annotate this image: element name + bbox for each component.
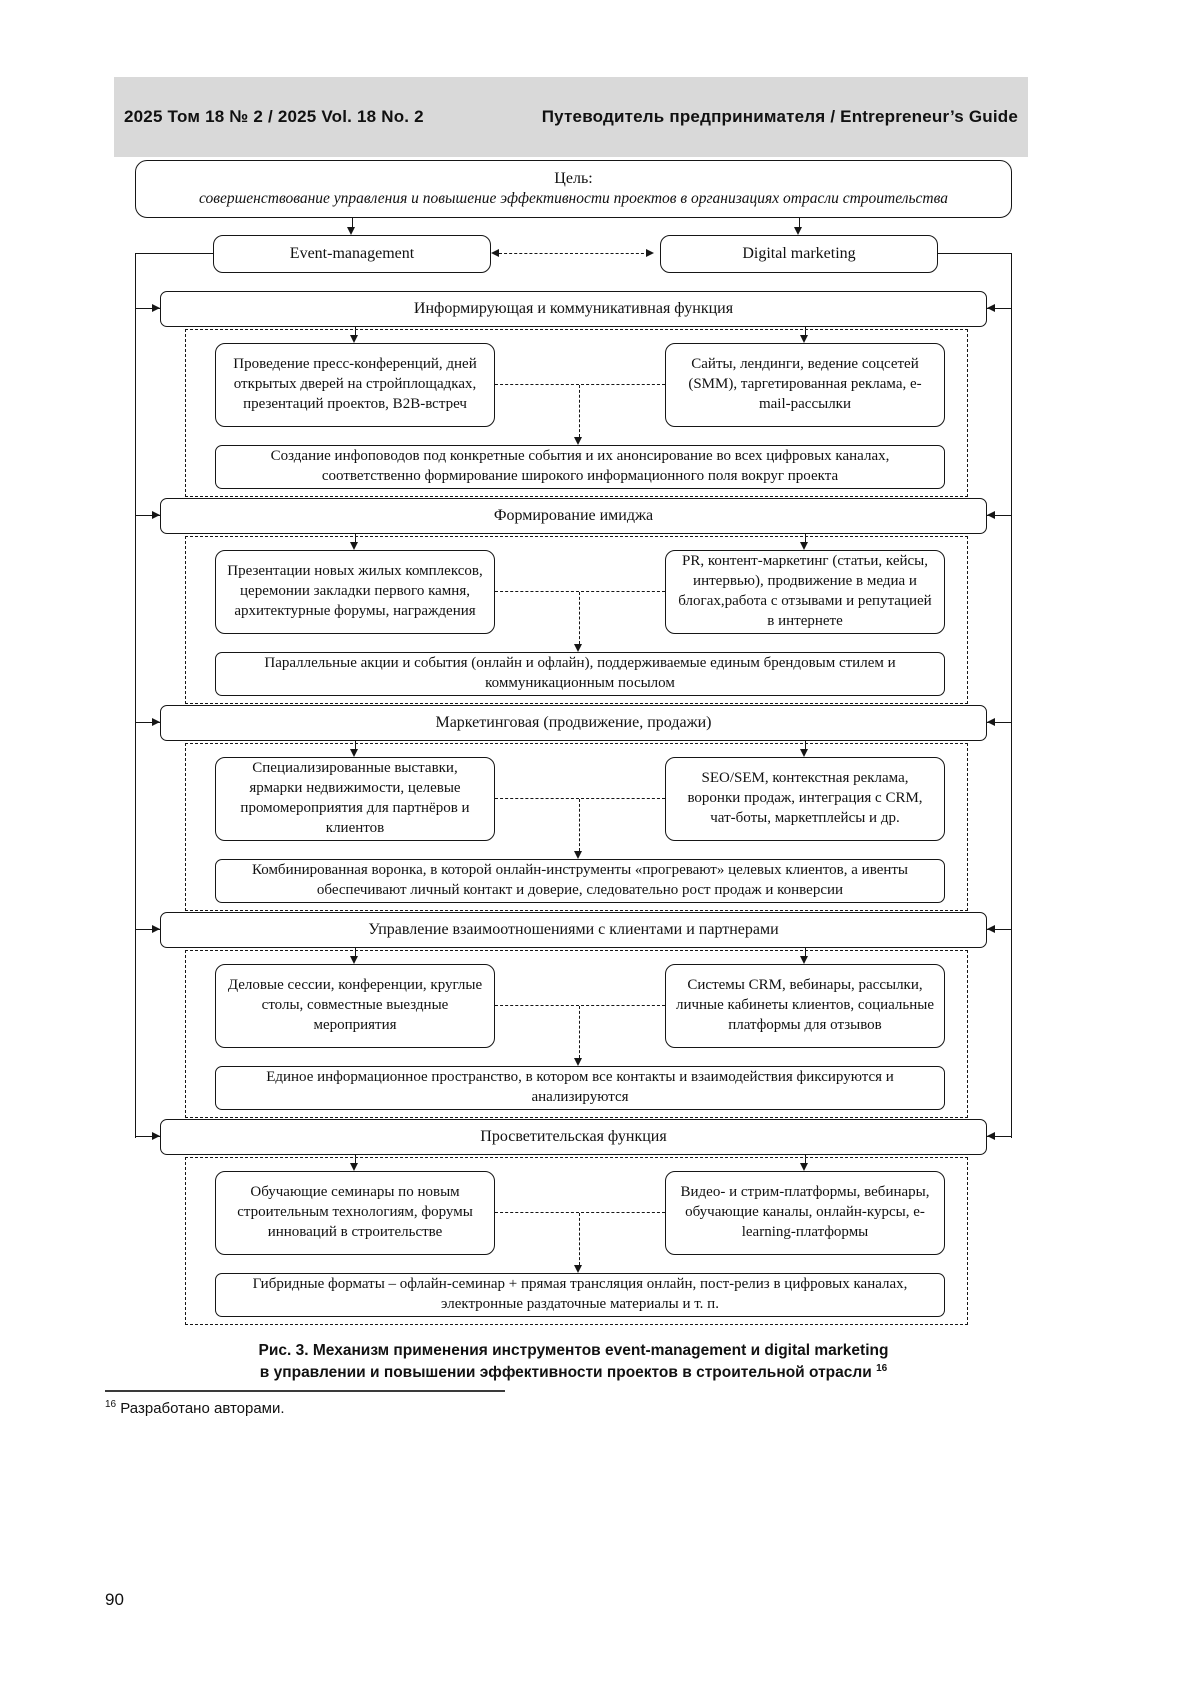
digital-tools-text: Сайты, лендинги, ведение соцсетей (SMM), таргетированная реклама, e-mail-рассылки (688, 356, 922, 412)
figure-caption (135, 1340, 1012, 1385)
digital-tools-box (665, 757, 945, 841)
left-rail (135, 253, 136, 1138)
boxes-dashed-link (495, 591, 665, 592)
figure-caption-line2 (135, 1362, 1012, 1384)
event-tools-box (215, 757, 495, 841)
branch-digital-marketing-box (660, 235, 938, 273)
rail-to-section-arrowhead-right (987, 718, 995, 726)
branches-connector-left-arrowhead (491, 249, 499, 257)
digital-tools-box (665, 964, 945, 1048)
section-title-box (160, 291, 987, 327)
page-header-band (114, 77, 1028, 157)
digital-tools-text: Видео- и стрим-платформы, вебинары, обучающие каналы, онлайн-курсы, e-learning-платформы (680, 1184, 930, 1240)
combined-result-box (215, 1273, 945, 1317)
section-informing (135, 291, 1012, 497)
branch-event-management-label: Event-management (289, 245, 415, 263)
rail-to-section-arrowhead-left (152, 718, 160, 726)
section-title: Формирование имиджа (493, 507, 654, 525)
title-to-left-box-arrowhead (350, 749, 358, 757)
branch-event-management-box (213, 235, 491, 273)
rail-to-section-arrowhead-right (987, 1132, 995, 1140)
link-to-result-arrowhead (574, 437, 582, 445)
footnote-ref: 16 (105, 1399, 117, 1410)
event-tools-text: Проведение пресс-конференций, дней открытых дверей на стройплощадках, презентаций проектов, B2B-встреч (233, 356, 477, 412)
footnote (105, 1400, 285, 1417)
function-sections (135, 291, 1012, 1326)
digital-tools-text: PR, контент-маркетинг (статьи, кейсы, интервью), продвижение в медиа и блогах,работа с отзывами и репутацией в интернете (678, 553, 932, 629)
figure-caption-line1: Рис. 3. Механизм применения инструментов event-management и digital marketing (258, 1342, 889, 1359)
title-to-left-box-arrowhead (350, 335, 358, 343)
title-to-left-box-arrowhead (350, 542, 358, 550)
section-title: Управление взаимоотношениями с клиентами и партнерами (368, 921, 779, 939)
rail-to-section-arrowhead-right (987, 304, 995, 312)
rail-to-section-arrowhead-left (152, 304, 160, 312)
goal-to-digital-arrowhead (794, 227, 802, 235)
combined-result-text: Комбинированная воронка, в которой онлайн-инструменты «прогревают» целевых клиентов, а ивенты обеспечивают личный контакт и доверие, следовательно рост продаж и конверсии (251, 862, 909, 898)
section-image-building (135, 498, 1012, 704)
title-to-right-box-arrowhead (800, 542, 808, 550)
rail-to-section-arrowhead-right (987, 511, 995, 519)
goal-box (135, 160, 1012, 218)
link-to-result-arrowhead (574, 1265, 582, 1273)
event-tools-box (215, 550, 495, 634)
digital-to-right-rail-line (938, 253, 1012, 254)
right-rail (1011, 253, 1012, 1138)
figure-diagram (135, 160, 1012, 1326)
title-to-right-box-arrowhead (800, 1163, 808, 1171)
digital-tools-box (665, 343, 945, 427)
section-title: Информирующая и коммуникативная функция (413, 300, 734, 318)
event-tools-text: Презентации новых жилых комплексов, церемонии закладки первого камня, архитектурные форумы, награждения (227, 563, 483, 619)
boxes-dashed-link (495, 384, 665, 385)
caption-footnote-ref: 16 (876, 1363, 888, 1375)
link-to-result-dashed-line (579, 385, 580, 437)
combined-result-box (215, 1066, 945, 1110)
combined-result-text: Гибридные форматы – офлайн-семинар + прямая трансляция онлайн, пост-релиз в цифровых каналах, электронные раздаточные материалы и т. п. (252, 1276, 908, 1312)
digital-tools-text: Системы CRM, вебинары, рассылки, личные кабинеты клиентов, социальные платформы для отзывов (675, 977, 935, 1033)
section-title-box (160, 705, 987, 741)
combined-result-box (215, 445, 945, 489)
event-tools-box (215, 964, 495, 1048)
footnote-rule (105, 1390, 505, 1392)
link-to-result-dashed-line (579, 592, 580, 644)
branches-connector-right-arrowhead (646, 249, 654, 257)
title-to-right-box-arrowhead (800, 749, 808, 757)
section-educational (135, 1119, 1012, 1325)
section-title-box (160, 498, 987, 534)
section-title: Маркетинговая (продвижение, продажи) (435, 714, 712, 732)
digital-tools-box (665, 1171, 945, 1255)
branch-digital-marketing-label: Digital marketing (742, 245, 856, 263)
combined-result-box (215, 652, 945, 696)
link-to-result-dashed-line (579, 1006, 580, 1058)
event-tools-text: Деловые сессии, конференции, круглые столы, совместные выездные мероприятия (227, 977, 483, 1033)
goal-label: Цель: (554, 170, 593, 188)
rail-to-section-arrowhead-left (152, 925, 160, 933)
combined-result-text: Единое информационное пространство, в котором все контакты и взаимодействия фиксируются и анализируются (266, 1069, 894, 1105)
section-marketing (135, 705, 1012, 911)
journal-issue-info: 2025 Том 18 № 2 / 2025 Vol. 18 No. 2 (124, 107, 424, 126)
combined-result-box (215, 859, 945, 903)
event-tools-box (215, 1171, 495, 1255)
rail-to-section-arrowhead-left (152, 1132, 160, 1140)
figure-caption-line2-text: в управлении и повышении эффективности проектов в строительной отрасли (259, 1364, 872, 1382)
digital-tools-text: SEO/SEM, контекстная реклама, воронки продаж, интеграция с CRM, чат-боты, маркетплейсы и др. (687, 770, 923, 826)
link-to-result-dashed-line (579, 799, 580, 851)
event-to-left-rail-line (135, 253, 213, 254)
title-to-right-box-arrowhead (800, 335, 808, 343)
goal-to-event-arrowhead (347, 227, 355, 235)
title-to-left-box-arrowhead (350, 1163, 358, 1171)
combined-result-text: Создание инфоповодов под конкретные события и их анонсирование во всех цифровых каналах, соответственно формирование широкого информационного поля вокруг проекта (270, 448, 890, 484)
digital-tools-box (665, 550, 945, 634)
boxes-dashed-link (495, 1005, 665, 1006)
event-tools-box (215, 343, 495, 427)
section-title-box (160, 912, 987, 948)
boxes-dashed-link (495, 798, 665, 799)
link-to-result-arrowhead (574, 851, 582, 859)
link-to-result-dashed-line (579, 1213, 580, 1265)
event-tools-text: Специализированные выставки, ярмарки недвижимости, целевые промомероприятия для партнёров и клиентов (240, 760, 470, 836)
journal-title: Путеводитель предпринимателя / Entrepreneur’s Guide (541, 107, 1018, 126)
link-to-result-arrowhead (574, 1058, 582, 1066)
boxes-dashed-link (495, 1212, 665, 1213)
link-to-result-arrowhead (574, 644, 582, 652)
page-number: 90 (105, 1590, 124, 1609)
combined-result-text: Параллельные акции и события (онлайн и офлайн), поддерживаемые единым брендовым стилем и коммуникационным посылом (264, 655, 896, 691)
goal-text: совершенствование управления и повышение эффективности проектов в организациях отрасли строительства (199, 190, 948, 208)
rail-to-section-arrowhead-right (987, 925, 995, 933)
footnote-text: Разработано авторами. (116, 1400, 285, 1417)
section-title: Просветительская функция (480, 1128, 667, 1146)
section-relationship-management (135, 912, 1012, 1118)
event-tools-text: Обучающие семинары по новым строительным технологиям, форумы инноваций в строительстве (237, 1184, 473, 1240)
title-to-right-box-arrowhead (800, 956, 808, 964)
rail-to-section-arrowhead-left (152, 511, 160, 519)
branches-dashed-connector (499, 253, 649, 254)
title-to-left-box-arrowhead (350, 956, 358, 964)
section-title-box (160, 1119, 987, 1155)
